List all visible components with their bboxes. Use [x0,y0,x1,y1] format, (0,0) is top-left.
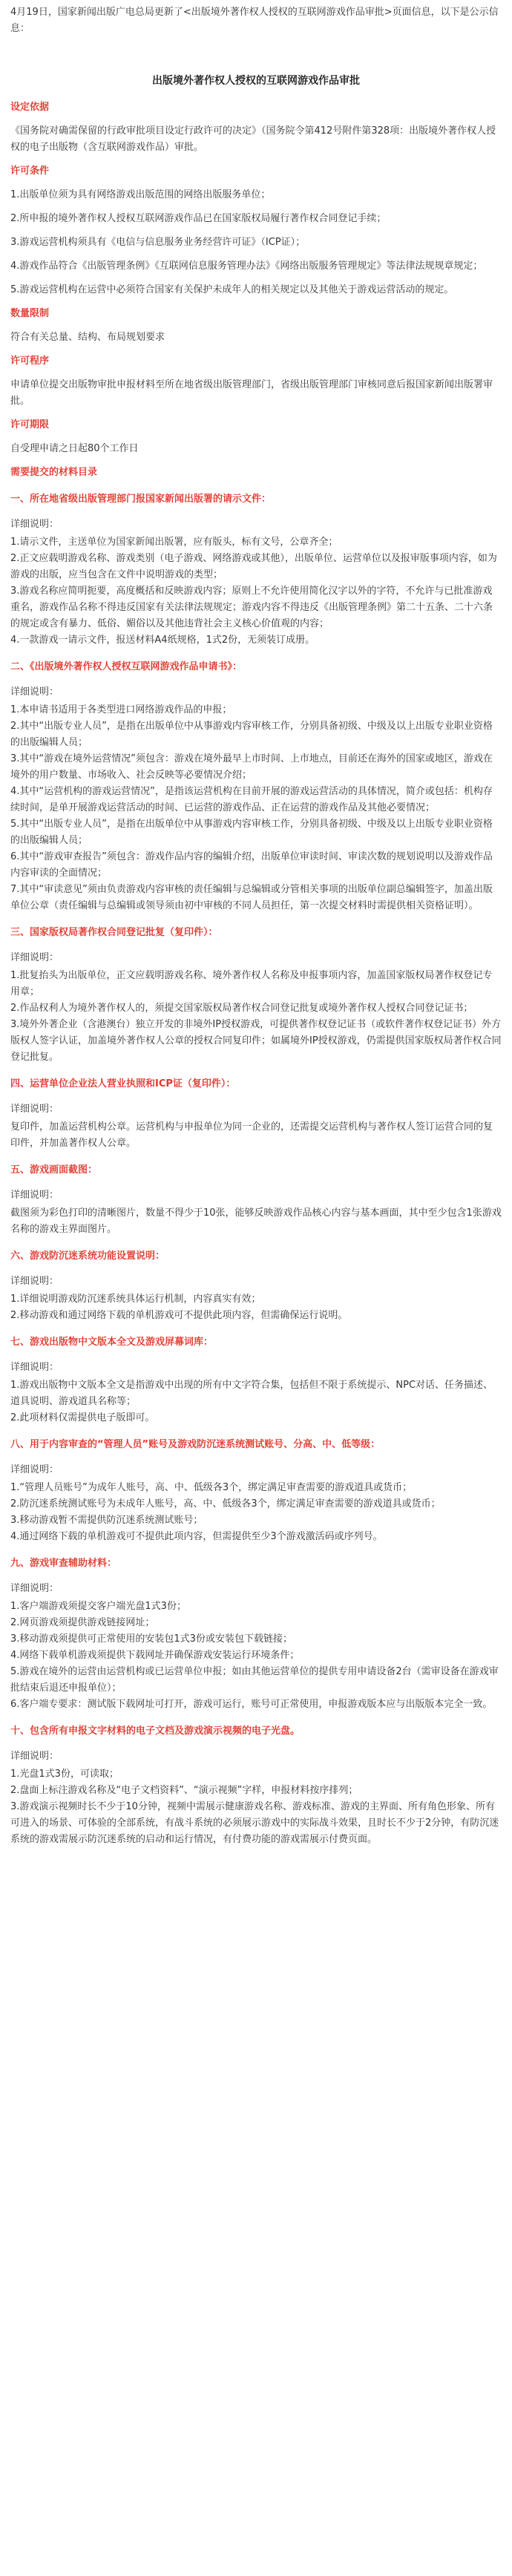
detail-line: 3.游戏名称应简明扼要，高度概括和反映游戏内容；原则上不允许使用简化汉字以外的字符，不允许与已批准游戏重名，游戏作品名称不得违反国家有关法律法规规定；游戏内容不得违反《出版管理条例》第二十五条、二十六条的规定或含有暴力、低俗、媚俗以及其他违背社会主义核心价值观的内容； [10,586,493,629]
detail-label: 详细说明： [10,1362,59,1373]
detail-line: 6.客户端专要求：测试版下载网址可打开，游戏可运行，账号可正常使用，申报游戏版本应与出版版本完全一致。 [10,1699,493,1710]
material-section [10,1334,502,1426]
condition-item: 2.所申报的境外著作权人授权互联网游戏作品已在国家版权局履行著作权合同登记手续； [10,213,387,224]
materials-heading: 需要提交的材料目录 [10,467,98,478]
detail-label: 详细说明： [10,1464,59,1475]
material-section [10,1437,502,1545]
detail-label: 详细说明： [10,952,59,963]
material-section-heading: 六、游戏防沉迷系统功能设置说明： [10,1251,165,1262]
material-section [10,491,502,649]
material-section [10,1723,502,1848]
material-section [10,1162,502,1238]
detail-label: 详细说明： [10,1751,59,1762]
detail-line: 5.其中“出版专业人员”，是指在出版单位中从事游戏内容审核工作，分别具备初级、中级及以上出版专业职业资格的出版编辑人员； [10,819,493,846]
detail-line: 3.境外外著企业（含港澳台）独立开发的非境外IP授权游戏，可提供著作权登记证书（或软件著作权登记证书）外方版权人签字认证，加盖境外著作权人公章的授权合同复印件；如属境外IP授权游戏，仍需提供国家版权局著作权合同登记批复。 [10,1019,502,1063]
detail-line: 1.本申请书适用于各类型进口网络游戏作品的申报； [10,704,232,715]
detail-line: 4.一款游戏一请示文件，报送材料A4纸规格，1式2份，无须装订成册。 [10,635,315,646]
material-section [10,925,502,1066]
condition-item: 5.游戏运营机构在运营中必须符合国家有关保护未成年人的相关规定以及其他关于游戏运营活动的规定。 [10,284,454,295]
detail-line: 1.客户端游戏须提交客户端光盘1式3份； [10,1601,186,1612]
detail-line: 7.其中“审读意见”须由负责游戏内容审核的责任编辑与总编辑或分管相关事项的出版单位副总编辑签字，加盖出版单位公章（责任编辑与总编辑或领导须由初中审核的不同人员担任，第一次提交材料时需提供相关资格证明）。 [10,884,493,911]
materials-list [10,491,502,1848]
material-section-heading: 一、所在地省级出版管理部门报国家新闻出版署的请示文件： [10,494,272,505]
material-section-heading: 七、游戏出版物中文版本全文及游戏屏幕词库： [10,1337,214,1348]
detail-line: 3.其中“游戏在境外运营情况”须包含：游戏在境外最早上市时间、上市地点，目前还在海外的国家或地区，游戏在境外的用户数量、市场收入、社会反映等必要情况介绍； [10,753,493,781]
material-section [10,659,502,914]
material-section [10,1248,502,1324]
material-section-heading: 三、国家版权局著作权合同登记批复（复印件）： [10,927,218,938]
detail-line: 4.网络下载单机游戏须提供下载网址并确保游戏安装运行环境条件； [10,1650,300,1661]
detail-line: 1.“管理人员账号”为成年人账号，高、中、低级各3个，绑定满足审查需要的游戏道具或货币； [10,1482,413,1493]
detail-line: 2.正文应载明游戏名称、游戏类别（电子游戏、网络游戏或其他），出版单位、运营单位以及报审版事项内容，如为游戏的出版，应当包含在文件中说明游戏的类型； [10,553,497,580]
procedure-heading: 许可程序 [10,355,50,367]
detail-line: 2.网页游戏须提供游戏链接网址； [10,1617,155,1628]
detail-line: 2.其中“出版专业人员”，是指在出版单位中从事游戏内容审核工作，分别具备初级、中级及以上出版专业职业资格的出版编辑人员； [10,721,493,748]
detail-label: 详细说明： [10,686,59,698]
detail-line: 6.其中“游戏审查报告”须包含：游戏作品内容的编辑介绍，出版单位审读时间、审读次数的规划说明以及游戏作品内容审读的全面情况； [10,851,493,879]
quantity-heading: 数量限制 [10,308,50,319]
material-section [10,1556,502,1713]
detail-label: 详细说明： [10,519,59,530]
quantity-text: 符合有关总量、结构、布局规划要求 [10,332,165,343]
detail-line: 复印件，加盖运营机构公章。运营机构与申报单位为同一企业的，还需提交运营机构与著作权人签订运营合同的复印件，并加盖著作权人公章。 [10,1121,493,1149]
material-section-heading: 二、《出版境外著作权人授权互联网游戏作品申请书》： [10,661,243,672]
detail-line: 4.其中“运营机构的游戏运营情况”，是指该运营机构在目前开展的游戏运营活动的具体情况，简介或包括：机构存续时间，是单开展游戏运营活动的时间、已运营的游戏作品、正在运营的游戏作品及其他必要情况； [10,786,493,813]
detail-line: 截图须为彩色打印的清晰图片，数量不得少于10张，能够反映游戏作品核心内容与基本画面，其中至少包含1张游戏名称的游戏主界面图片。 [10,1207,502,1235]
detail-line: 1.游戏出版物中文版本全文是指游戏中出现的所有中文字符合集，包括但不限于系统提示、NPC对话、任务描述、道具说明、游戏道具名称等； [10,1380,493,1407]
detail-line: 3.游戏演示视频时长不少于10分钟，视频中需展示健康游戏名称、游戏标准、游戏的主界面、所有角色形象、所有可进入的场景、可体验的全部系统，有战斗系统的必须展示游戏中的实际战斗效果，且时长不少于2分钟，有防沉迷系统的游戏需展示防沉迷系统的启动和运行情况，有付费功能的游戏需展示付费页面。 [10,1801,499,1845]
procedure-text: 申请单位提交出版物审批申报材料至所在地省级出版管理部门，省级出版管理部门审核同意后报国家新闻出版署审批。 [10,379,493,407]
detail-line: 1.批复抬头为出版单位，正文应载明游戏名称、境外著作权人名称及申报事项内容，加盖国家版权局著作权登记专用章； [10,970,493,997]
material-section-heading: 九、游戏审查辅助材料： [10,1558,117,1569]
detail-line: 1.详细说明游戏防沉迷系统具体运行机制，内容真实有效； [10,1294,261,1305]
detail-label: 详细说明： [10,1276,59,1287]
detail-line: 2.移动游戏和通过网络下载的单机游戏可不提供此项内容，但需确保运行说明。 [10,1310,348,1321]
detail-line: 1.请示文件，主送单位为国家新闻出版署，应有版头，标有文号，公章齐全； [10,537,338,548]
material-section-heading: 五、游戏画面截图： [10,1164,98,1176]
detail-line: 1.光盘1式3份，可读取； [10,1769,119,1780]
intro-text: 4月19日，国家新闻出版广电总局更新了<出版境外著作权人授权的互联网游戏作品审批>页面信息，以下是公示信息： [10,7,499,34]
detail-line: 2.此项材料仅需提供电子版即可。 [10,1412,155,1423]
material-section-heading: 八、用于内容审查的“管理人员”账号及游戏防沉迷系统测试账号、分高、中、低等级： [10,1439,381,1450]
detail-label: 详细说明： [10,1583,59,1594]
material-section-heading: 四、运营单位企业法人营业执照和ICP证（复印件）： [10,1078,236,1089]
conditions-heading: 许可条件 [10,165,50,177]
detail-line: 2.防沉迷系统测试账号为未成年人账号，高、中、低级各3个，绑定满足审查需要的游戏道具或货币； [10,1498,441,1510]
detail-line: 4.通过网络下载的单机游戏可不提供此项内容，但需提供至少3个游戏激活码或序列号。 [10,1531,383,1542]
condition-item: 1.出版单位须为具有网络游戏出版范围的网络出版服务单位； [10,189,271,200]
detail-line: 3.移动游戏须提供可正常使用的安装包1式3份或安装包下载链接； [10,1633,292,1645]
detail-line: 3.移动游戏暂不需提供防沉迷系统测试账号； [10,1515,203,1526]
detail-label: 详细说明： [10,1104,59,1115]
material-section-heading: 十、包含所有申报文字材料的电子文档及游戏演示视频的电子光盘。 [10,1725,301,1737]
deadline-heading: 许可期限 [10,419,50,430]
condition-item: 3.游戏运营机构须具有《电信与信息服务业务经营许可证》（ICP证）； [10,237,306,248]
detail-label: 详细说明： [10,1190,59,1201]
condition-item: 4.游戏作品符合《出版管理条例》《互联网信息服务管理办法》《网络出版服务管理规定》等法律法规规章规定； [10,260,483,272]
detail-line: 5.游戏在境外的运营由运营机构或已运营单位申报；如由其他运营单位的提供专用申请设备2台（需审设备在游戏审批结束后退还申报单位）； [10,1666,499,1694]
material-section [10,1076,502,1152]
deadline-text: 自受理申请之日起80个工作日 [10,443,139,454]
document-title: 出版境外著作权人授权的互联网游戏作品审批 [152,75,360,87]
basis-heading: 设定依据 [10,102,50,113]
basis-text: 《国务院对确需保留的行政审批项目设定行政许可的决定》（国务院令第412号附件第328项：出版境外著作权人授权的电子出版物（含互联网游戏作品）审批。 [10,125,496,153]
detail-line: 2.盘面上标注游戏名称及“电子文档资料”、“演示视频”字样，申报材料按序排列； [10,1785,358,1796]
detail-line: 2.作品权利人为境外著作权人的，须提交国家版权局著作权合同登记批复或境外著作权人授权合同登记证书； [10,1003,473,1014]
